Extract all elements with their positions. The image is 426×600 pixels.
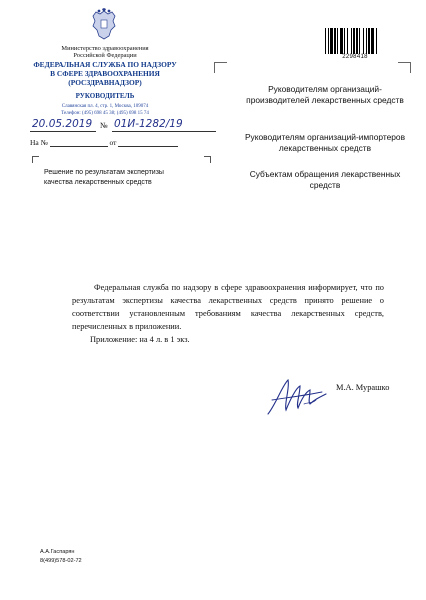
barcode-stripe	[330, 28, 333, 54]
address-line: Славянская пл. 4, стр. 1, Москва, 109074	[61, 104, 149, 109]
reference-row	[30, 138, 210, 147]
recipient-importers: Руководителям организаций-импортеров лекарственных средств	[244, 132, 406, 153]
registration-number: 01И-1282/19	[114, 118, 183, 130]
reference-date-label: от	[109, 138, 117, 147]
barcode-stripe	[376, 28, 377, 54]
barcode-stripe	[363, 28, 364, 54]
barcode-stripe	[340, 28, 343, 54]
position-title: РУКОВОДИТЕЛЬ	[75, 92, 135, 100]
date-underline	[30, 131, 96, 132]
subject-line: Решение по результатам экспертизы	[44, 169, 164, 176]
barcode-stripe	[344, 28, 345, 54]
barcode-stripe	[353, 28, 355, 54]
barcode-stripe	[328, 28, 329, 54]
agency-name	[30, 61, 180, 87]
barcode-stripe	[359, 28, 360, 54]
letter-subject	[44, 168, 204, 187]
signer-name: М.А. Мурашко	[336, 383, 390, 392]
agency-line: В СФЕРЕ ЗДРАВООХРАНЕНИЯ	[50, 68, 160, 78]
registration-row	[30, 118, 220, 134]
registration-date: 20.05.2019	[32, 118, 93, 130]
barcode-stripe	[325, 28, 326, 54]
subject-bracket-right	[204, 156, 211, 163]
barcode-stripe	[337, 28, 338, 54]
coat-of-arms-icon	[90, 8, 118, 42]
barcode-stripe	[366, 28, 367, 54]
agency-address	[30, 104, 180, 117]
number-label: №	[100, 121, 108, 130]
number-underline	[112, 131, 216, 132]
handwritten-signature	[262, 374, 332, 418]
attachment-note: Приложение: на 4 л. в 1 экз.	[90, 335, 190, 344]
phone-line: Телефон: (495) 698 45 38; (495) 698 15 74	[61, 110, 149, 116]
reference-date-line	[118, 138, 178, 147]
reference-number-line	[50, 138, 108, 147]
barcode-stripe	[334, 28, 336, 54]
ministry-line: Российской Федерации	[73, 52, 137, 60]
letter-body: Федеральная служба по надзору в сфере здравоохранения информирует, что по результатам экспертизы качества лекарственных средств принято решение о соответствии установленным требованиям качества лекарственных средств, перечисленных в приложении.	[72, 283, 384, 331]
subject-bracket-left	[32, 156, 39, 163]
barcode	[325, 28, 385, 54]
barcode-number: 2298418	[342, 54, 368, 60]
reference-number-label: На №	[30, 138, 48, 147]
barcode-stripe	[371, 28, 374, 54]
barcode-stripe	[356, 28, 358, 54]
recipient-subjects: Субъектам обращения лекарственных средств	[249, 169, 401, 190]
agency-line: (РОСЗДРАВНАДЗОР)	[68, 77, 142, 87]
recipient-producers: Руководителям организаций-производителей лекарственных средств	[246, 84, 404, 105]
ministry-line: Министерство здравоохранения	[61, 45, 149, 52]
barcode-stripe	[347, 28, 348, 54]
agency-line: ФЕДЕРАЛЬНАЯ СЛУЖБА ПО НАДЗОРУ	[33, 60, 177, 69]
address-corner-left	[214, 62, 227, 73]
ministry-name	[30, 45, 180, 60]
subject-line: качества лекарственных средств	[44, 178, 152, 186]
barcode-stripe	[351, 28, 352, 54]
barcode-stripe	[368, 28, 370, 54]
performer-phone: 8(499)578-02-72	[40, 558, 82, 564]
address-corner-right	[398, 62, 411, 73]
performer-name: А.А.Гаспарян	[40, 549, 75, 555]
